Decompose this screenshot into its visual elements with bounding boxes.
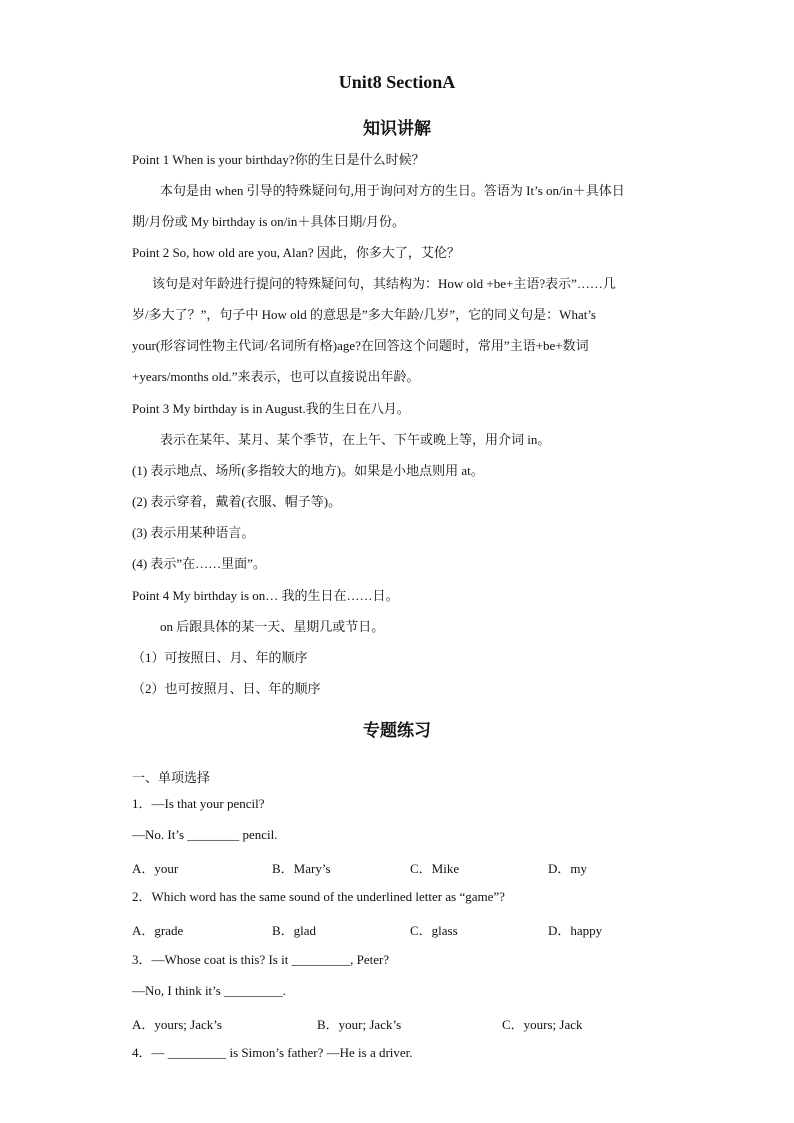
section-one-heading: 一、单项选择 xyxy=(132,770,211,785)
question-3-option-a[interactable]: A．yours; Jack’s xyxy=(132,1017,222,1032)
question-2-stem: 2．Which word has the same sound of the underlined letter as “game”? xyxy=(132,889,505,904)
document-title: Unit8 SectionA xyxy=(338,72,456,92)
point-4-item: （1）可按照日、月、年的顺序 xyxy=(132,650,308,665)
point-1-line: Point 1 When is your birthday?你的生日是什么时候？ xyxy=(132,152,425,167)
point-1-body-1: 本句是由 when 引导的特殊疑问句,用于询问对方的生日。答语为 It’s on/in＋具体日 xyxy=(160,183,625,198)
question-1-option-c[interactable]: C．Mike xyxy=(410,861,460,876)
point-3-item: (3) 表示用某种语言。 xyxy=(132,525,255,540)
question-2-option-c[interactable]: C．glass xyxy=(410,923,458,938)
question-2-option-d[interactable]: D．happy xyxy=(548,923,603,938)
point-3-item: (1) 表示地点、场所(多指较大的地方)。如果是小地点则用 at。 xyxy=(132,463,484,478)
point-2-line: Point 2 So, how old are you, Alan? 因此，你多大了，艾伦？ xyxy=(132,245,460,260)
question-1-option-a[interactable]: A．your xyxy=(132,861,179,876)
point-1-body-2: 期/月份或 My birthday is on/in＋具体日期/月份。 xyxy=(132,214,406,229)
point-2-body-1: 该句是对年龄进行提问的特殊疑问句，其结构为：How old +be+主语?表示”……几 xyxy=(152,276,616,291)
point-3-line: Point 3 My birthday is in August.我的生日在八月。 xyxy=(132,401,410,416)
question-2-option-b[interactable]: B．glad xyxy=(272,923,317,938)
point-2-body-2: 岁/多大了？”，句子中 How old 的意思是”多大年龄/几岁”，它的同义句是：What’s xyxy=(132,307,596,322)
point-2-body-4: +years/months old.”来表示，也可以直接说出年龄。 xyxy=(132,369,420,384)
point-3-body-1: 表示在某年、某月、某个季节，在上午、下午或晚上等，用介词 in。 xyxy=(160,432,551,447)
question-3-option-b[interactable]: B．your; Jack’s xyxy=(317,1017,402,1032)
question-3-option-c[interactable]: C．yours; Jack xyxy=(502,1017,583,1032)
question-1-line-2: —No. It’s ________ pencil. xyxy=(132,827,278,842)
knowledge-heading: 知识讲解 xyxy=(363,119,431,139)
point-4-body-1: on 后跟具体的某一天、星期几或节日。 xyxy=(160,619,385,634)
point-3-item: (4) 表示”在……里面”。 xyxy=(132,556,266,571)
point-2-body-3: your(形容词性物主代词/名词所有格)age?在回答这个问题时，常用”主语+be+数词 xyxy=(132,338,589,353)
question-2-option-a[interactable]: A．grade xyxy=(132,923,184,938)
question-3-line-2: —No, I think it’s _________. xyxy=(132,983,286,998)
question-1-option-b[interactable]: B．Mary’s xyxy=(272,861,331,876)
point-3-item: (2) 表示穿着，戴着(衣服、帽子等)。 xyxy=(132,494,342,509)
question-1-stem: 1．—Is that your pencil? xyxy=(132,796,265,811)
point-4-item: （2）也可按照月、日、年的顺序 xyxy=(132,681,321,696)
question-1-option-d[interactable]: D．my xyxy=(548,861,588,876)
point-4-line: Point 4 My birthday is on… 我的生日在……日。 xyxy=(132,588,399,603)
practice-heading: 专题练习 xyxy=(363,721,431,741)
question-3-stem: 3．—Whose coat is this? Is it _________, Peter? xyxy=(132,952,390,967)
question-4-stem: 4．— _________ is Simon’s father? —He is a driver. xyxy=(132,1045,413,1060)
